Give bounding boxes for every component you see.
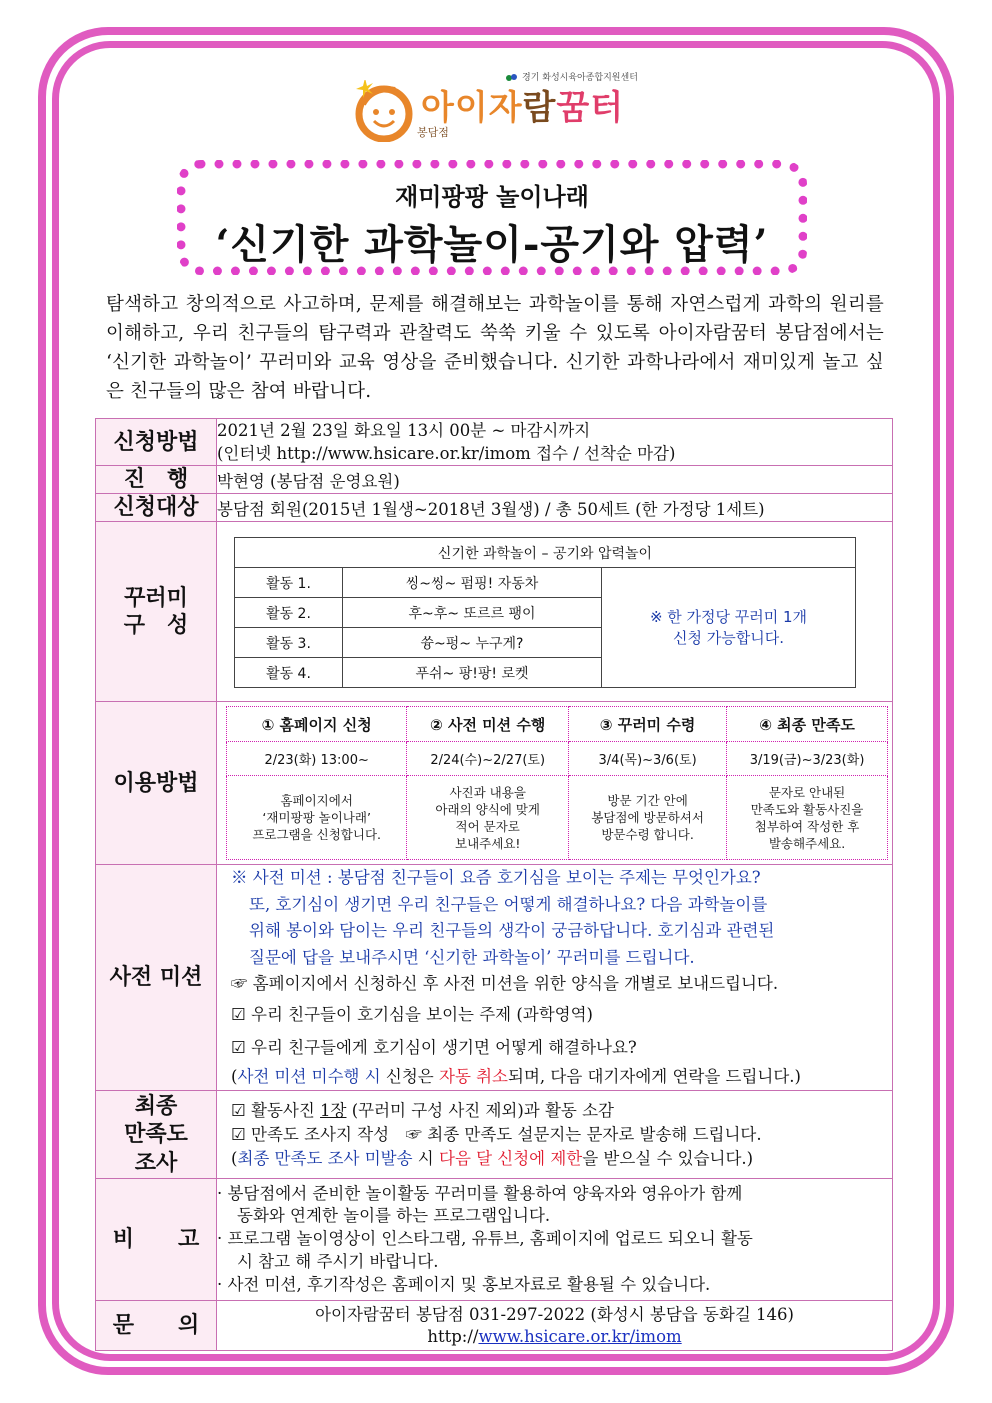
activity-name: 씽~씽~ 펌핑! 자동차 [343, 568, 602, 598]
step-head: ① 홈페이지 신청 [227, 707, 407, 742]
step-desc: 문자로 안내된 만족도와 활동사진을 첨부하여 작성한 후 발송해주세요. [727, 776, 888, 860]
proceed-content: 박현영 (봉담점 운영요원) [217, 466, 893, 494]
kit-note: ※ 한 가정당 꾸러미 1개 신청 가능합니다. [602, 568, 856, 688]
row-target [96, 494, 893, 522]
row-apply [96, 419, 893, 466]
smiling-face-logo-icon [353, 80, 415, 142]
apply-method: (인터넷 http://www.hsicare.or.kr/imom 접수 / 선착순 마감) [217, 444, 676, 463]
label-proceed: 진 행 [96, 466, 217, 494]
kit-table [234, 537, 856, 688]
label-remarks: 비 고 [96, 1179, 217, 1301]
label-kit: 꾸러미 구 성 [96, 522, 217, 702]
contact-phone: 아이자람꿈터 봉담점 031-297-2022 (화성시 봉담읍 동화길 146) [315, 1304, 794, 1324]
step-date: 2/24(수)~2/27(토) [407, 742, 569, 776]
kit-content [217, 522, 893, 702]
step-head: ④ 최종 만족도 [727, 707, 888, 742]
info-table [95, 418, 893, 1351]
homepage-link[interactable]: www.hsicare.or.kr/imom [478, 1326, 682, 1346]
label-target: 신청대상 [96, 494, 217, 522]
label-survey: 최종 만족도 조사 [96, 1091, 217, 1179]
activity-name: 푸쉬~ 팡!팡! 로켓 [343, 658, 602, 688]
apply-content [217, 419, 893, 466]
row-survey [96, 1091, 893, 1179]
activity-name: 후~후~ 또르르 팽이 [343, 598, 602, 628]
page-title: ‘신기한 과학놀이-공기와 압력’ [215, 221, 769, 268]
row-remarks [96, 1179, 893, 1301]
mission-content: ※ 사전 미션 : 봉담점 친구들이 요즘 호기심을 보이는 주제는 무엇인가요? 또, 호기심이 생기면 우리 친구들은 어떻게 해결하나요? 다음 과학놀이를 위해 봉이와 담이는 우리 친구들의 생각이 궁금하답니다. 호기심과 관련된 질문에 답을 보내주시면 ‘신기한 과학놀이’ 꾸러미를 드립니다. ☞ 홈페이지에서 신청하신 후 사전 미션을 위한 양식을 개별로 보내드립니다. ☑ 우리 친구들이 호기심을 보이는 주제 (과학영역) ☑ 우리 친구들에게 호기심이 생기면 어떻게 해결하나요? (사전 미션 미수행 시 신청은 자동 취소되며, 다음 대기자에게 연락을 드립니다.) [217, 865, 893, 1091]
title-box [177, 160, 807, 275]
survey-content: ☑ 활동사진 1장 (꾸러미 구성 사진 제외)과 활동 소감 ☑ 만족도 조사지 작성 ☞ 최종 만족도 설문지는 문자로 발송해 드립니다. (최종 만족도 조사 미발송 시 다음 달 신청에 제한을 받으실 수 있습니다.) [217, 1091, 893, 1179]
apply-date: 2021년 2월 23일 화요일 13시 00분 ~ 마감시까지 [217, 421, 591, 440]
activity-name: 쓩~펑~ 누구게? [343, 628, 602, 658]
step-head: ③ 꾸러미 수령 [569, 707, 727, 742]
usage-content [217, 702, 893, 865]
step-desc: 사진과 내용을 아래의 양식에 맞게 적어 문자로 보내주세요! [407, 776, 569, 860]
logo-center-name: 경기 화성시육아종합지원센터 [505, 70, 638, 83]
step-desc: 방문 기간 안에 봉담점에 방문하셔서 방문수령 합니다. [569, 776, 727, 860]
step-desc: 홈페이지에서 ‘재미팡팡 놀이나래’ 프로그램을 신청합니다. [227, 776, 407, 860]
label-mission: 사전 미션 [96, 865, 217, 1091]
label-contact: 문 의 [96, 1301, 217, 1351]
logo [345, 66, 645, 146]
row-kit [96, 522, 893, 702]
activity-no: 활동 1. [235, 568, 343, 598]
step-date: 2/23(화) 13:00~ [227, 742, 407, 776]
activity-no: 활동 2. [235, 598, 343, 628]
row-contact [96, 1301, 893, 1351]
intro-paragraph: 탐색하고 창의적으로 사고하며, 문제를 해결해보는 과학놀이를 통해 자연스럽게 과학의 원리를 이해하고, 우리 친구들의 탐구력과 관찰력도 쑥쑥 키울 수 있도록 아이자람꿈터 봉담점에서는 ‘신기한 과학놀이’ 꾸러미와 교육 영상을 준비했습니다. 신기한 과학나라에서 재미있게 놀고 싶은 친구들의 많은 참여 바랍니다. [106, 294, 884, 402]
activity-no: 활동 3. [235, 628, 343, 658]
label-apply: 신청방법 [96, 419, 217, 466]
step-date: 3/4(목)~3/6(토) [569, 742, 727, 776]
logo-wordmark: 아이자람꿈터 [421, 88, 625, 128]
step-date: 3/19(금)~3/23(화) [727, 742, 888, 776]
row-proceed [96, 466, 893, 494]
target-content: 봉담점 회원(2015년 1월생~2018년 3월생) / 총 50세트 (한 가정당 1세트) [217, 494, 893, 522]
label-usage: 이용방법 [96, 702, 217, 865]
program-name: 재미팡팡 놀이나래 [395, 182, 589, 211]
kit-header: 신기한 과학놀이 – 공기와 압력놀이 [235, 538, 856, 568]
contact-content: 아이자람꿈터 봉담점 031-297-2022 (화성시 봉담읍 동화길 146) http://www.hsicare.or.kr/imom [217, 1301, 893, 1351]
steps-table [226, 706, 888, 860]
row-usage [96, 702, 893, 865]
step-head: ② 사전 미션 수행 [407, 707, 569, 742]
activity-no: 활동 4. [235, 658, 343, 688]
mission-notice: (사전 미션 미수행 시 신청은 자동 취소되며, 다음 대기자에게 연락을 드립니다.) [231, 1066, 801, 1086]
row-mission [96, 865, 893, 1091]
logo-branch: 봉담점 [417, 126, 449, 139]
remarks-content: · 봉담점에서 준비한 놀이활동 꾸러미를 활용하여 양육자와 영유아가 함께 동화와 연계한 놀이를 하는 프로그램입니다. · 프로그램 놀이영상이 인스타그램, 유튜브, 홈페이지에 업로드 되오니 활동 시 참고 해 주시기 바랍니다. · 사전 미션, 후기작성은 홈페이지 및 홍보자료로 활용될 수 있습니다. [217, 1179, 893, 1301]
survey-notice: (최종 만족도 조사 미발송 시 다음 달 신청에 제한을 받으실 수 있습니다.) [231, 1148, 754, 1168]
